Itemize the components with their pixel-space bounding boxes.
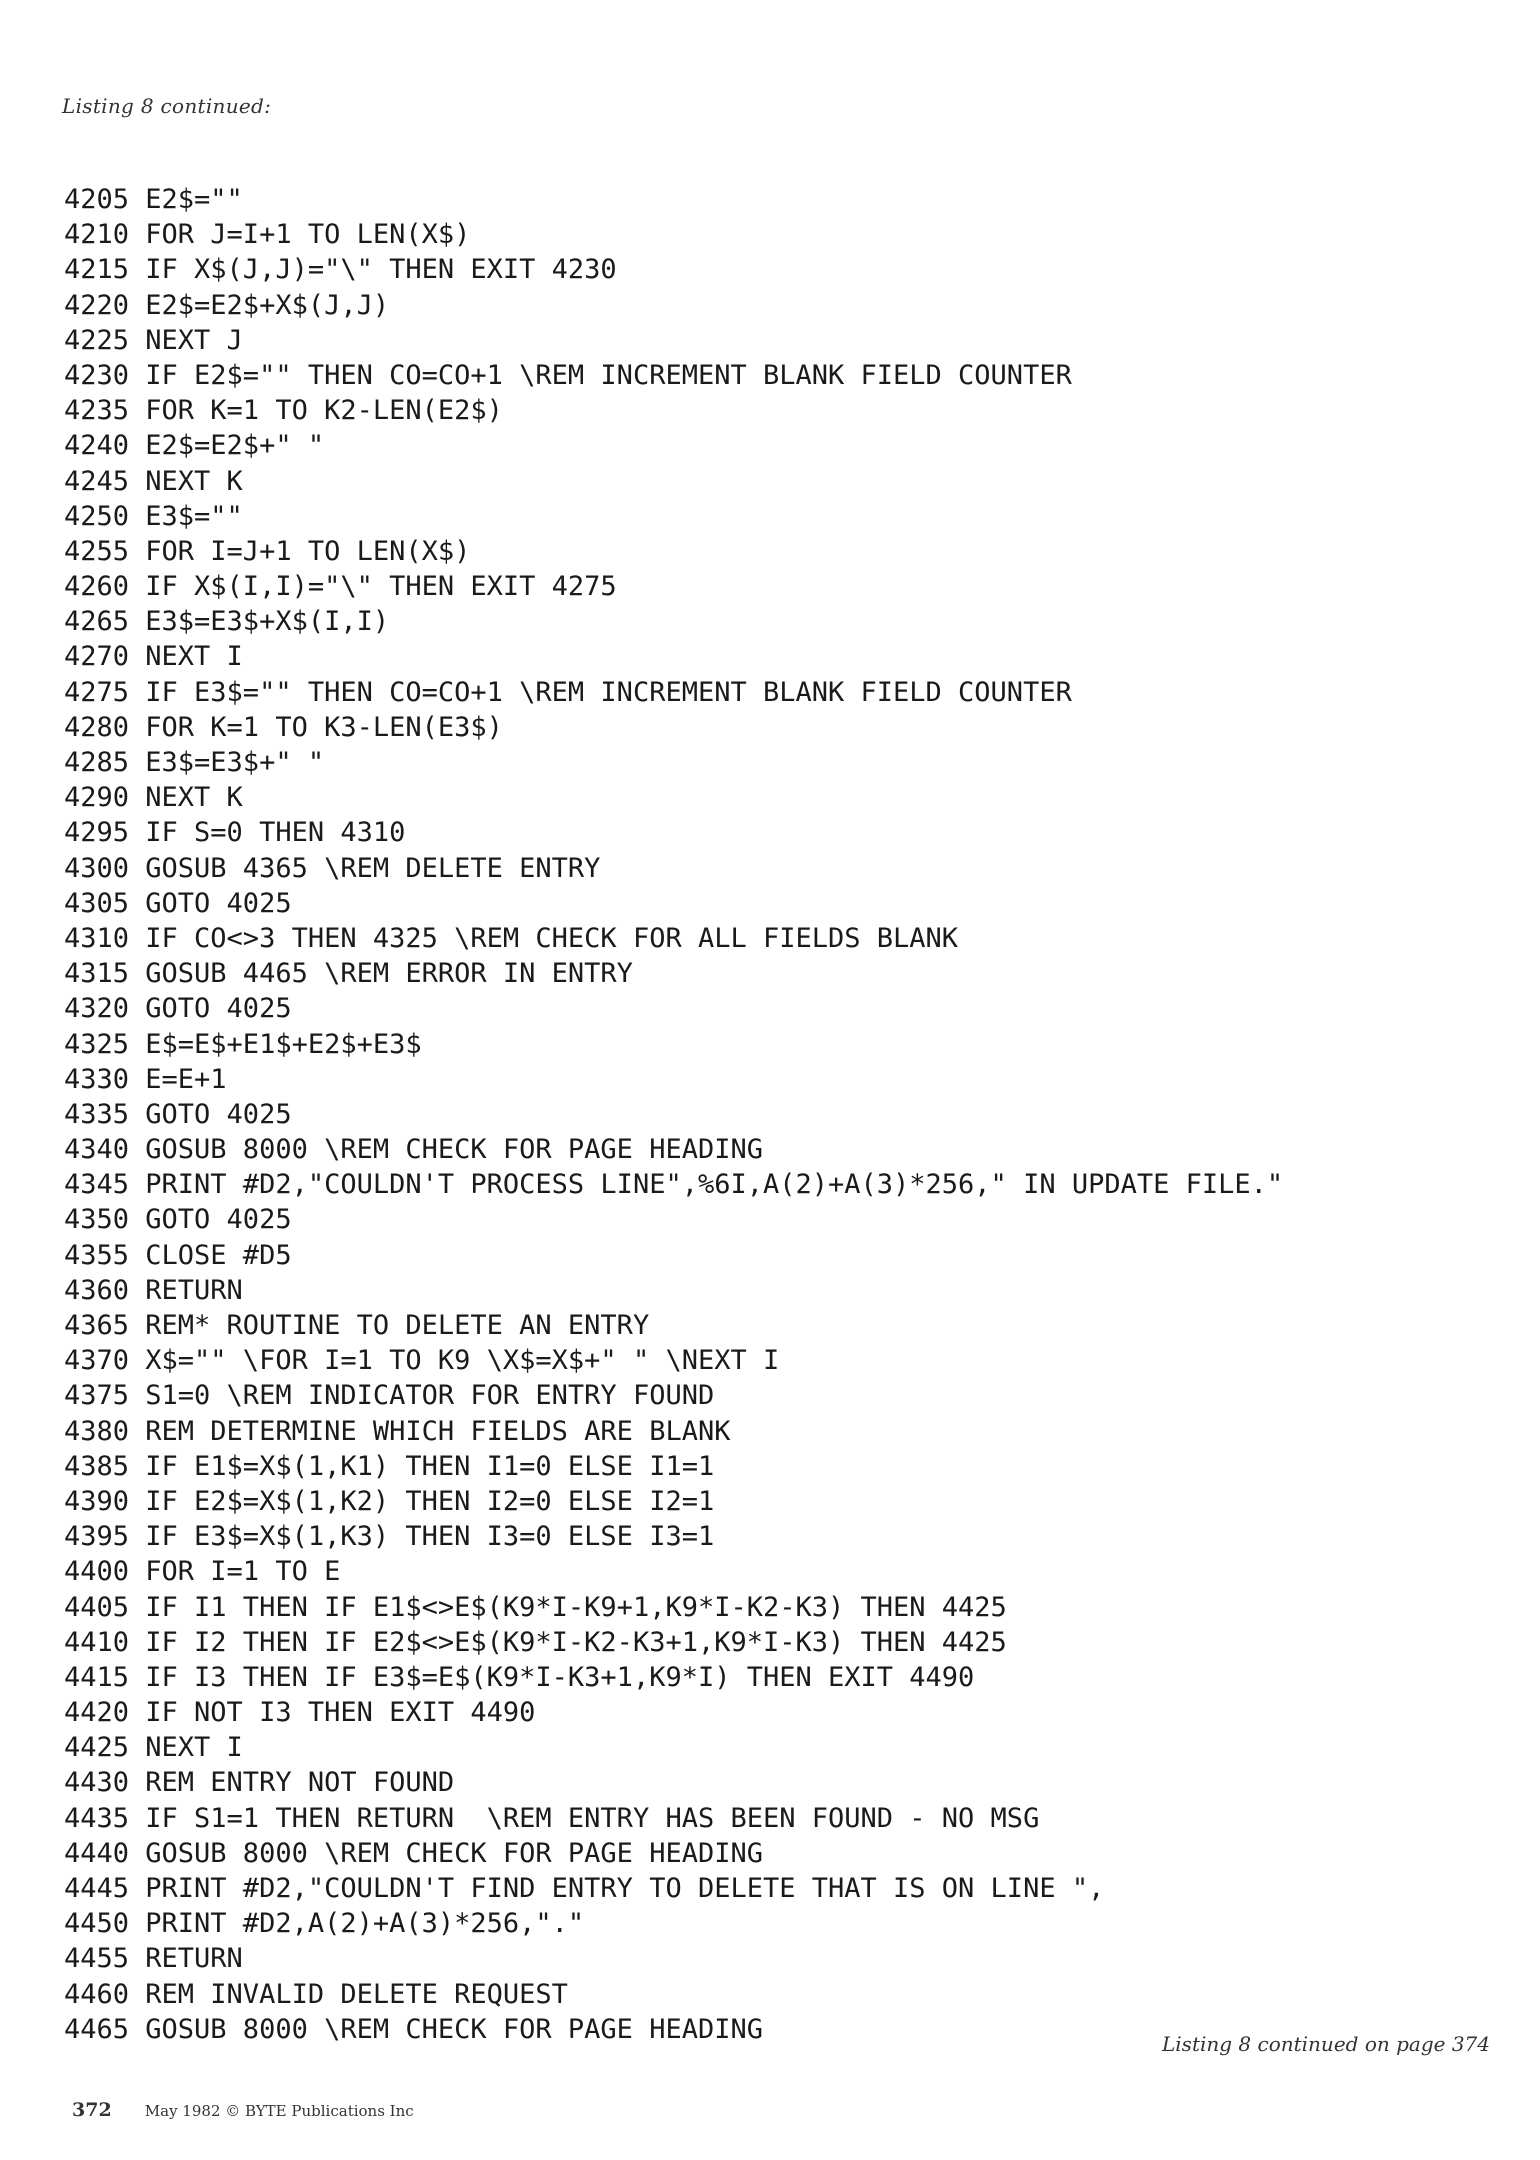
publication-credit: May 1982 © BYTE Publications Inc bbox=[144, 2102, 414, 2120]
code-line: 4280 FOR K=1 TO K3-LEN(E3$) bbox=[64, 711, 503, 743]
code-line: 4425 NEXT I bbox=[64, 1732, 243, 1764]
code-line: 4445 PRINT #D2,"COULDN'T FIND ENTRY TO DELETE THAT IS ON LINE ", bbox=[64, 1873, 1105, 1904]
code-line: 4390 IF E2$=X$(1,K2) THEN I2=0 ELSE I2=1 bbox=[64, 1485, 715, 1517]
code-line: 4270 NEXT I bbox=[64, 641, 243, 673]
code-line: 4420 IF NOT I3 THEN EXIT 4490 bbox=[64, 1697, 536, 1729]
code-line: 4365 REM* ROUTINE TO DELETE AN ENTRY bbox=[64, 1310, 650, 1341]
code-line: 4360 RETURN bbox=[64, 1274, 243, 1306]
code-line: 4430 REM ENTRY NOT FOUND bbox=[64, 1767, 455, 1799]
code-line: 4380 REM DETERMINE WHICH FIELDS ARE BLANK bbox=[64, 1415, 731, 1447]
code-line: 4310 IF CO<>3 THEN 4325 \REM CHECK FOR ALL FIELDS BLANK bbox=[64, 922, 959, 954]
code-line: 4355 CLOSE #D5 bbox=[64, 1239, 292, 1271]
code-line: 4235 FOR K=1 TO K2-LEN(E2$) bbox=[64, 395, 503, 427]
code-line: 4240 E2$=E2$+" " bbox=[64, 430, 325, 462]
code-line: 4295 IF S=0 THEN 4310 bbox=[64, 817, 406, 849]
page-number: 372 bbox=[72, 2099, 112, 2121]
listing-header: Listing 8 continued: bbox=[62, 94, 272, 118]
code-line: 4230 IF E2$="" THEN CO=CO+1 \REM INCREMENT BLANK FIELD COUNTER bbox=[64, 359, 1072, 391]
continuation-note: Listing 8 continued on page 374 bbox=[1162, 2032, 1490, 2056]
code-line: 4340 GOSUB 8000 \REM CHECK FOR PAGE HEADING bbox=[64, 1134, 763, 1166]
code-line: 4300 GOSUB 4365 \REM DELETE ENTRY bbox=[64, 852, 601, 884]
code-line: 4395 IF E3$=X$(1,K3) THEN I3=0 ELSE I3=1 bbox=[64, 1521, 715, 1553]
code-line: 4330 E=E+1 bbox=[64, 1063, 227, 1095]
code-line: 4210 FOR J=I+1 TO LEN(X$) bbox=[64, 219, 471, 251]
code-line: 4385 IF E1$=X$(1,K1) THEN I1=0 ELSE I1=1 bbox=[64, 1450, 715, 1482]
code-line: 4205 E2$="" bbox=[64, 184, 243, 215]
code-line: 4460 REM INVALID DELETE REQUEST bbox=[64, 1978, 568, 2010]
code-line: 4245 NEXT K bbox=[64, 465, 243, 497]
code-line: 4375 S1=0 \REM INDICATOR FOR ENTRY FOUND bbox=[64, 1380, 715, 1412]
page-folio bbox=[72, 2099, 414, 2121]
code-line: 4265 E3$=E3$+X$(I,I) bbox=[64, 606, 390, 638]
code-line: 4465 GOSUB 8000 \REM CHECK FOR PAGE HEADING bbox=[64, 2013, 763, 2045]
code-line: 4305 GOTO 4025 bbox=[64, 887, 292, 919]
code-line: 4440 GOSUB 8000 \REM CHECK FOR PAGE HEADING bbox=[64, 1837, 763, 1869]
code-line: 4260 IF X$(I,I)="\" THEN EXIT 4275 bbox=[64, 571, 617, 603]
code-line: 4325 E$=E$+E1$+E2$+E3$ bbox=[64, 1028, 422, 1060]
code-line: 4415 IF I3 THEN IF E3$=E$(K9*I-K3+1,K9*I) THEN EXIT 4490 bbox=[64, 1661, 975, 1693]
code-line: 4255 FOR I=J+1 TO LEN(X$) bbox=[64, 535, 471, 567]
code-line: 4435 IF S1=1 THEN RETURN \REM ENTRY HAS BEEN FOUND - NO MSG bbox=[64, 1802, 1040, 1834]
code-line: 4450 PRINT #D2,A(2)+A(3)*256,"." bbox=[64, 1908, 585, 1940]
code-line: 4320 GOTO 4025 bbox=[64, 993, 292, 1025]
code-line: 4370 X$="" \FOR I=1 TO K9 \X$=X$+" " \NEXT I bbox=[64, 1345, 780, 1377]
code-line: 4400 FOR I=1 TO E bbox=[64, 1556, 341, 1588]
code-line: 4405 IF I1 THEN IF E1$<>E$(K9*I-K9+1,K9*I-K2-K3) THEN 4425 bbox=[64, 1591, 1007, 1623]
code-listing bbox=[64, 182, 1283, 2047]
code-line: 4215 IF X$(J,J)="\" THEN EXIT 4230 bbox=[64, 254, 617, 286]
code-line: 4350 GOTO 4025 bbox=[64, 1204, 292, 1236]
code-line: 4315 GOSUB 4465 \REM ERROR IN ENTRY bbox=[64, 958, 633, 990]
code-line: 4335 GOTO 4025 bbox=[64, 1098, 292, 1130]
code-line: 4285 E3$=E3$+" " bbox=[64, 747, 325, 778]
code-line: 4250 E3$="" bbox=[64, 500, 243, 532]
code-line: 4455 RETURN bbox=[64, 1943, 243, 1975]
code-line: 4290 NEXT K bbox=[64, 782, 243, 814]
code-line: 4275 IF E3$="" THEN CO=CO+1 \REM INCREMENT BLANK FIELD COUNTER bbox=[64, 676, 1072, 708]
code-line: 4410 IF I2 THEN IF E2$<>E$(K9*I-K2-K3+1,K9*I-K3) THEN 4425 bbox=[64, 1626, 1007, 1658]
code-line: 4220 E2$=E2$+X$(J,J) bbox=[64, 289, 390, 321]
code-line: 4345 PRINT #D2,"COULDN'T PROCESS LINE",%6I,A(2)+A(3)*256," IN UPDATE FILE." bbox=[64, 1169, 1284, 1201]
code-line: 4225 NEXT J bbox=[64, 324, 243, 356]
